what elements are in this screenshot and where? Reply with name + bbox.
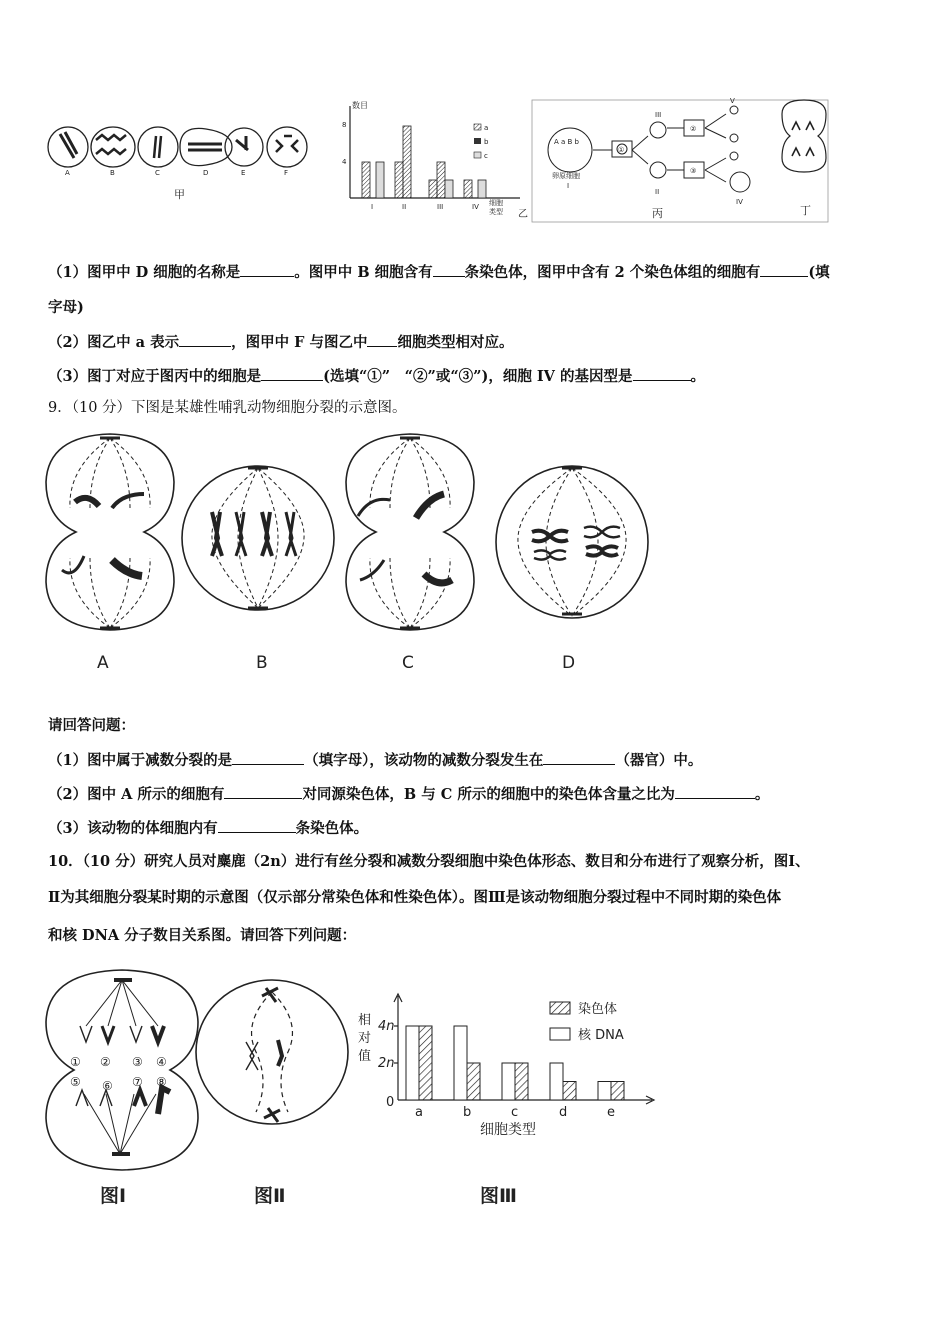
q8-l3-text: （3）图丁对应于图丙中的细胞是: [48, 368, 262, 385]
q8-l3c-text: 。: [690, 368, 705, 385]
yi-bar-2b: [403, 126, 411, 198]
yi-bar-4a: [464, 180, 472, 198]
chart-xticks: [415, 1105, 615, 1120]
q8-blank-6[interactable]: [261, 366, 323, 381]
bing-step-3: ③: [690, 167, 697, 175]
yi-bar-3b: [437, 162, 445, 198]
fig1-num-1: ①: [70, 1055, 81, 1069]
yi-cat-3: III: [437, 203, 444, 211]
chart-xtick-b: b: [463, 1105, 472, 1120]
q8-l1-text: （1）图甲中 D 细胞的名称是: [48, 264, 241, 281]
jia-cell-d: [180, 128, 232, 165]
jia-cell-b: [91, 127, 135, 167]
bar-dna-d: [550, 1063, 563, 1100]
q8-blank-2[interactable]: [433, 262, 465, 277]
yi-bar-3a: [429, 180, 437, 198]
q8-l1b-text: 。图甲中 B 细胞含有: [294, 264, 433, 281]
figure-ding: [782, 100, 826, 172]
q9-header: 9．（10 分）下图是某雄性哺乳动物细胞分裂的示意图。: [48, 400, 407, 416]
yi-bar-1c: [376, 162, 384, 198]
q9-line-2: [48, 784, 769, 805]
bing-stage-4: IV: [736, 198, 743, 206]
q8-blank-4[interactable]: [179, 332, 231, 347]
yi-legend-c: c: [484, 152, 488, 160]
q9-prompt: 请回答问题：: [48, 717, 135, 734]
yi-xlabel-1: 细胞: [489, 199, 503, 207]
legend-swatch-dna: [550, 1028, 570, 1040]
jia-caption: 甲: [174, 188, 185, 201]
yi-bar-4c: [478, 180, 486, 198]
yi-cat-1: I: [371, 203, 374, 211]
q9-l3-text: （3）该动物的体细胞内有: [48, 820, 218, 837]
jia-label-a: A: [65, 169, 70, 177]
q9-label-a: A: [97, 653, 109, 673]
legend-dna: 核 DNA: [578, 1028, 624, 1043]
chart-ylabel-2: 对: [358, 1031, 372, 1046]
chart-xtick-c: c: [511, 1105, 519, 1120]
q8-blank-7[interactable]: [633, 366, 691, 381]
yi-bar-1a: [362, 162, 370, 198]
q9-label-c: C: [402, 653, 414, 673]
chart-xtick-a: a: [415, 1105, 423, 1120]
chart-ylabel-1: 相: [358, 1013, 372, 1028]
jia-label-f: F: [284, 169, 289, 177]
q8-l2-text: （2）图乙中 a 表示: [48, 334, 180, 351]
q9-cell-a: [46, 434, 174, 630]
q9-l1c-text: （器官）中。: [615, 752, 703, 769]
q8-blank-5[interactable]: [367, 332, 397, 347]
bar-chromosome-a: [419, 1026, 432, 1100]
q9-l2b-text: 对同源染色体，B 与 C 所示的细胞中的染色体含量之比为: [302, 786, 675, 803]
bing-cell-label: 卵原细胞: [552, 172, 580, 180]
bar-dna-b: [454, 1026, 467, 1100]
q8-l2b-text: ，图甲中 F 与图乙中: [231, 334, 368, 351]
q9-l3b-text: 条染色体。: [295, 820, 369, 837]
q9-blank-3[interactable]: [224, 784, 302, 799]
q9-blank-1[interactable]: [232, 750, 304, 765]
yi-cat-4: IV: [472, 203, 479, 211]
q10-figure-3-chart: [358, 994, 654, 1138]
legend-swatch-chromosome: [550, 1002, 570, 1014]
chart-ytick-4n: 4n: [378, 1019, 395, 1034]
q8-blank-1[interactable]: [240, 262, 294, 277]
fig1-num-2: ②: [100, 1055, 111, 1069]
q9-blank-2[interactable]: [543, 750, 615, 765]
q10-line-1: 10．（10 分）研究人员对麋鹿（2n）进行有丝分裂和减数分裂细胞中染色体形态、数目和分布进行了观察分析，图Ⅰ、: [48, 853, 810, 870]
q10-caption-2: 图Ⅱ: [254, 1185, 286, 1207]
chart-xtick-d: d: [559, 1105, 568, 1120]
yi-legend-a: a: [484, 124, 489, 132]
bing-caption: 丙: [652, 207, 663, 220]
q9-l2c-text: 。: [754, 786, 770, 803]
q8-line-3: [48, 366, 705, 387]
figure-yi-chart: [342, 100, 528, 220]
q10-figure-2: [196, 980, 348, 1124]
q8-l1d-text: (填: [808, 264, 830, 281]
q9-l1-text: （1）图中属于减数分裂的是: [48, 752, 233, 769]
yi-bar-3c: [445, 180, 453, 198]
bing-stage-3: III: [655, 111, 662, 119]
bar-chromosome-e: [611, 1082, 624, 1101]
chart-ytick-0: 0: [386, 1095, 395, 1110]
q9-label-d: D: [562, 653, 576, 673]
figure-jia: [48, 127, 307, 167]
bar-chromosome-b: [467, 1063, 480, 1100]
bing-stage-1: I: [567, 182, 570, 190]
bing-genes: A a B b: [554, 138, 579, 146]
fig1-num-5: ⑤: [70, 1075, 81, 1089]
q10-caption-3: 图Ⅲ: [480, 1185, 517, 1207]
ding-caption: 丁: [800, 204, 811, 217]
bar-dna-e: [598, 1082, 611, 1101]
q8-l2c-text: 细胞类型相对应。: [397, 334, 514, 351]
jia-cell-a: [48, 127, 88, 167]
legend-chromosome: 染色体: [578, 1002, 618, 1017]
bing-step-1: ①: [618, 146, 625, 154]
q8-line-1: [48, 262, 830, 283]
fig1-num-6: ⑥: [102, 1079, 113, 1093]
yi-cat-2: II: [402, 203, 407, 211]
bar-dna-c: [502, 1063, 515, 1100]
q10-line-3: 和核 DNA 分子数目关系图。请回答下列问题：: [48, 927, 357, 944]
fig1-num-4: ④: [156, 1055, 167, 1069]
fig1-num-8: ⑧: [156, 1075, 167, 1089]
q9-line-1: [48, 750, 702, 771]
jia-cell-f: [267, 127, 307, 167]
yi-legend-b-swatch: [474, 138, 481, 144]
q9-l2-text: （2）图中 A 所示的细胞有: [48, 786, 225, 803]
chart-ytick-2n: 2n: [378, 1056, 395, 1071]
yi-bar-2a: [395, 162, 403, 198]
bing-stage-5: V: [730, 97, 735, 105]
yi-ytick-4: 4: [342, 158, 347, 166]
fig1-num-7: ⑦: [132, 1075, 143, 1089]
yi-legend-a-swatch: [474, 124, 481, 130]
jia-cell-c: [138, 127, 178, 167]
jia-label-c: C: [155, 169, 160, 177]
fig1-num-3: ③: [132, 1055, 143, 1069]
yi-ytick-8: 8: [342, 121, 347, 129]
yi-caption: 乙: [518, 209, 528, 220]
bing-stage-2: II: [655, 188, 660, 196]
bing-frame: [532, 100, 828, 222]
bar-chromosome-c: [515, 1063, 528, 1100]
chart-xtick-e: e: [607, 1105, 615, 1120]
q9-cell-d: [496, 466, 648, 618]
q9-line-3: [48, 818, 368, 839]
bing-step-2: ②: [690, 125, 697, 133]
q8-line-1e: 字母): [48, 299, 84, 316]
q9-cell-b: [182, 466, 334, 610]
yi-ylabel: 数目: [352, 101, 368, 110]
chart-legend: [550, 1001, 624, 1043]
q10-figures: [40, 966, 680, 1216]
q10-caption-1: 图Ⅰ: [100, 1185, 127, 1207]
q9-l1b-text: （填字母），该动物的减数分裂发生在: [304, 752, 544, 769]
chart-xlabel: 细胞类型: [480, 1122, 536, 1138]
jia-label-e: E: [241, 169, 246, 177]
q9-cell-c: [346, 434, 474, 630]
bar-dna-a: [406, 1026, 419, 1100]
yi-legend-b: b: [484, 138, 489, 146]
q8-l1c-text: 条染色体，图甲中含有 2 个染色体组的细胞有: [464, 264, 761, 281]
q10-figure-1: [46, 970, 198, 1170]
q8-line-2: [48, 332, 513, 353]
jia-label-b: B: [110, 169, 115, 177]
q10-line-2: Ⅱ为其细胞分裂某时期的示意图（仅示部分常染色体和性染色体）。图Ⅲ是该动物细胞分裂过程中不同时期的染色体: [48, 889, 782, 906]
chart-ylabel-3: 值: [358, 1049, 372, 1064]
yi-xlabel-2: 类型: [489, 208, 503, 216]
q9-figure: [40, 428, 660, 678]
bar-chromosome-d: [563, 1082, 576, 1101]
q9-label-b: B: [256, 653, 268, 673]
q8-l3b-text: (选填“①” “②”或“③”)，细胞 IV 的基因型是: [323, 368, 633, 385]
q9-blank-4[interactable]: [675, 784, 755, 799]
jia-label-d: D: [203, 169, 209, 177]
q8-blank-3[interactable]: [760, 262, 808, 277]
top-figures: [40, 92, 920, 232]
q9-blank-5[interactable]: [218, 818, 296, 833]
jia-cell-e: [225, 128, 263, 166]
yi-legend-c-swatch: [474, 152, 481, 158]
